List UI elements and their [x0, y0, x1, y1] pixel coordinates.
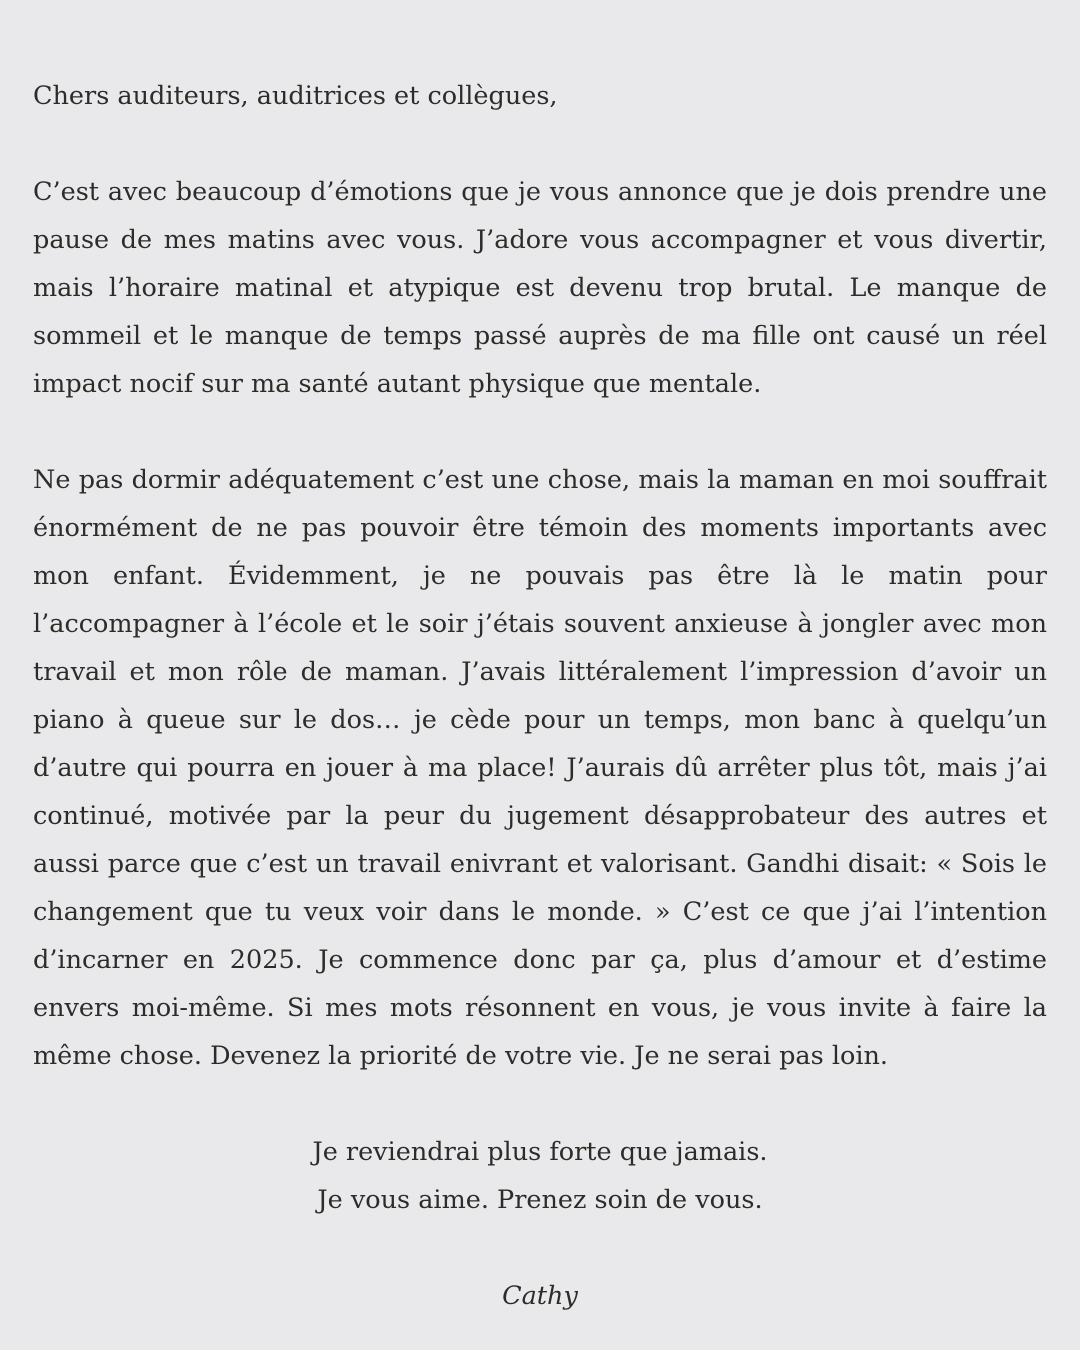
paragraph-explanation: Ne pas dormir adéquatement c’est une chose, mais la maman en moi souffrait énormément de ne pas pouvoir être témoin des moments importants avec mon enfant. Évidemment, je ne pouvais pas être là le matin pour l’accompagner à l’école et le soir j’étais souvent anxieuse à jongler avec mon travail et mon rôle de maman. J’avais littéralement l’impression d’avoir un piano à queue sur le dos… je cède pour un temps, mon banc à quelqu’un d’autre qui pourra en jouer à ma place! J’aurais dû arrêter plus tôt, mais j’ai continué, motivée par la peur du jugement désapprobateur des autres et aussi parce que c’est un travail enivrant et valorisant. Gandhi disait: « Sois le changement que tu veux voir dans le monde. » C’est ce que j’ai l’intention d’incarner en 2025. Je commence donc par ça, plus d’amour et d’estime envers moi-même. Si mes mots résonnent en vous, je vous invite à faire la même chose. Devenez la priorité de votre vie. Je ne serai pas loin. — [33, 465, 1047, 1071]
signature: Cathy — [502, 1281, 578, 1311]
letter — [33, 72, 1047, 1320]
paragraph-announcement: C’est avec beaucoup d’émotions que je vous annonce que je dois prendre une pause de mes matins avec vous. J’adore vous accompagner et vous divertir, mais l’horaire matinal et atypique est devenu trop brutal. Le manque de sommeil et le manque de temps passé auprès de ma fille ont causé un réel impact nocif sur ma santé autant physique que mentale. — [33, 177, 1047, 399]
greeting: Chers auditeurs, auditrices et collègues, — [33, 81, 558, 111]
closing-line: Je reviendrai plus forte que jamais. — [312, 1137, 768, 1167]
closing-line: Je vous aime. Prenez soin de vous. — [317, 1185, 763, 1215]
